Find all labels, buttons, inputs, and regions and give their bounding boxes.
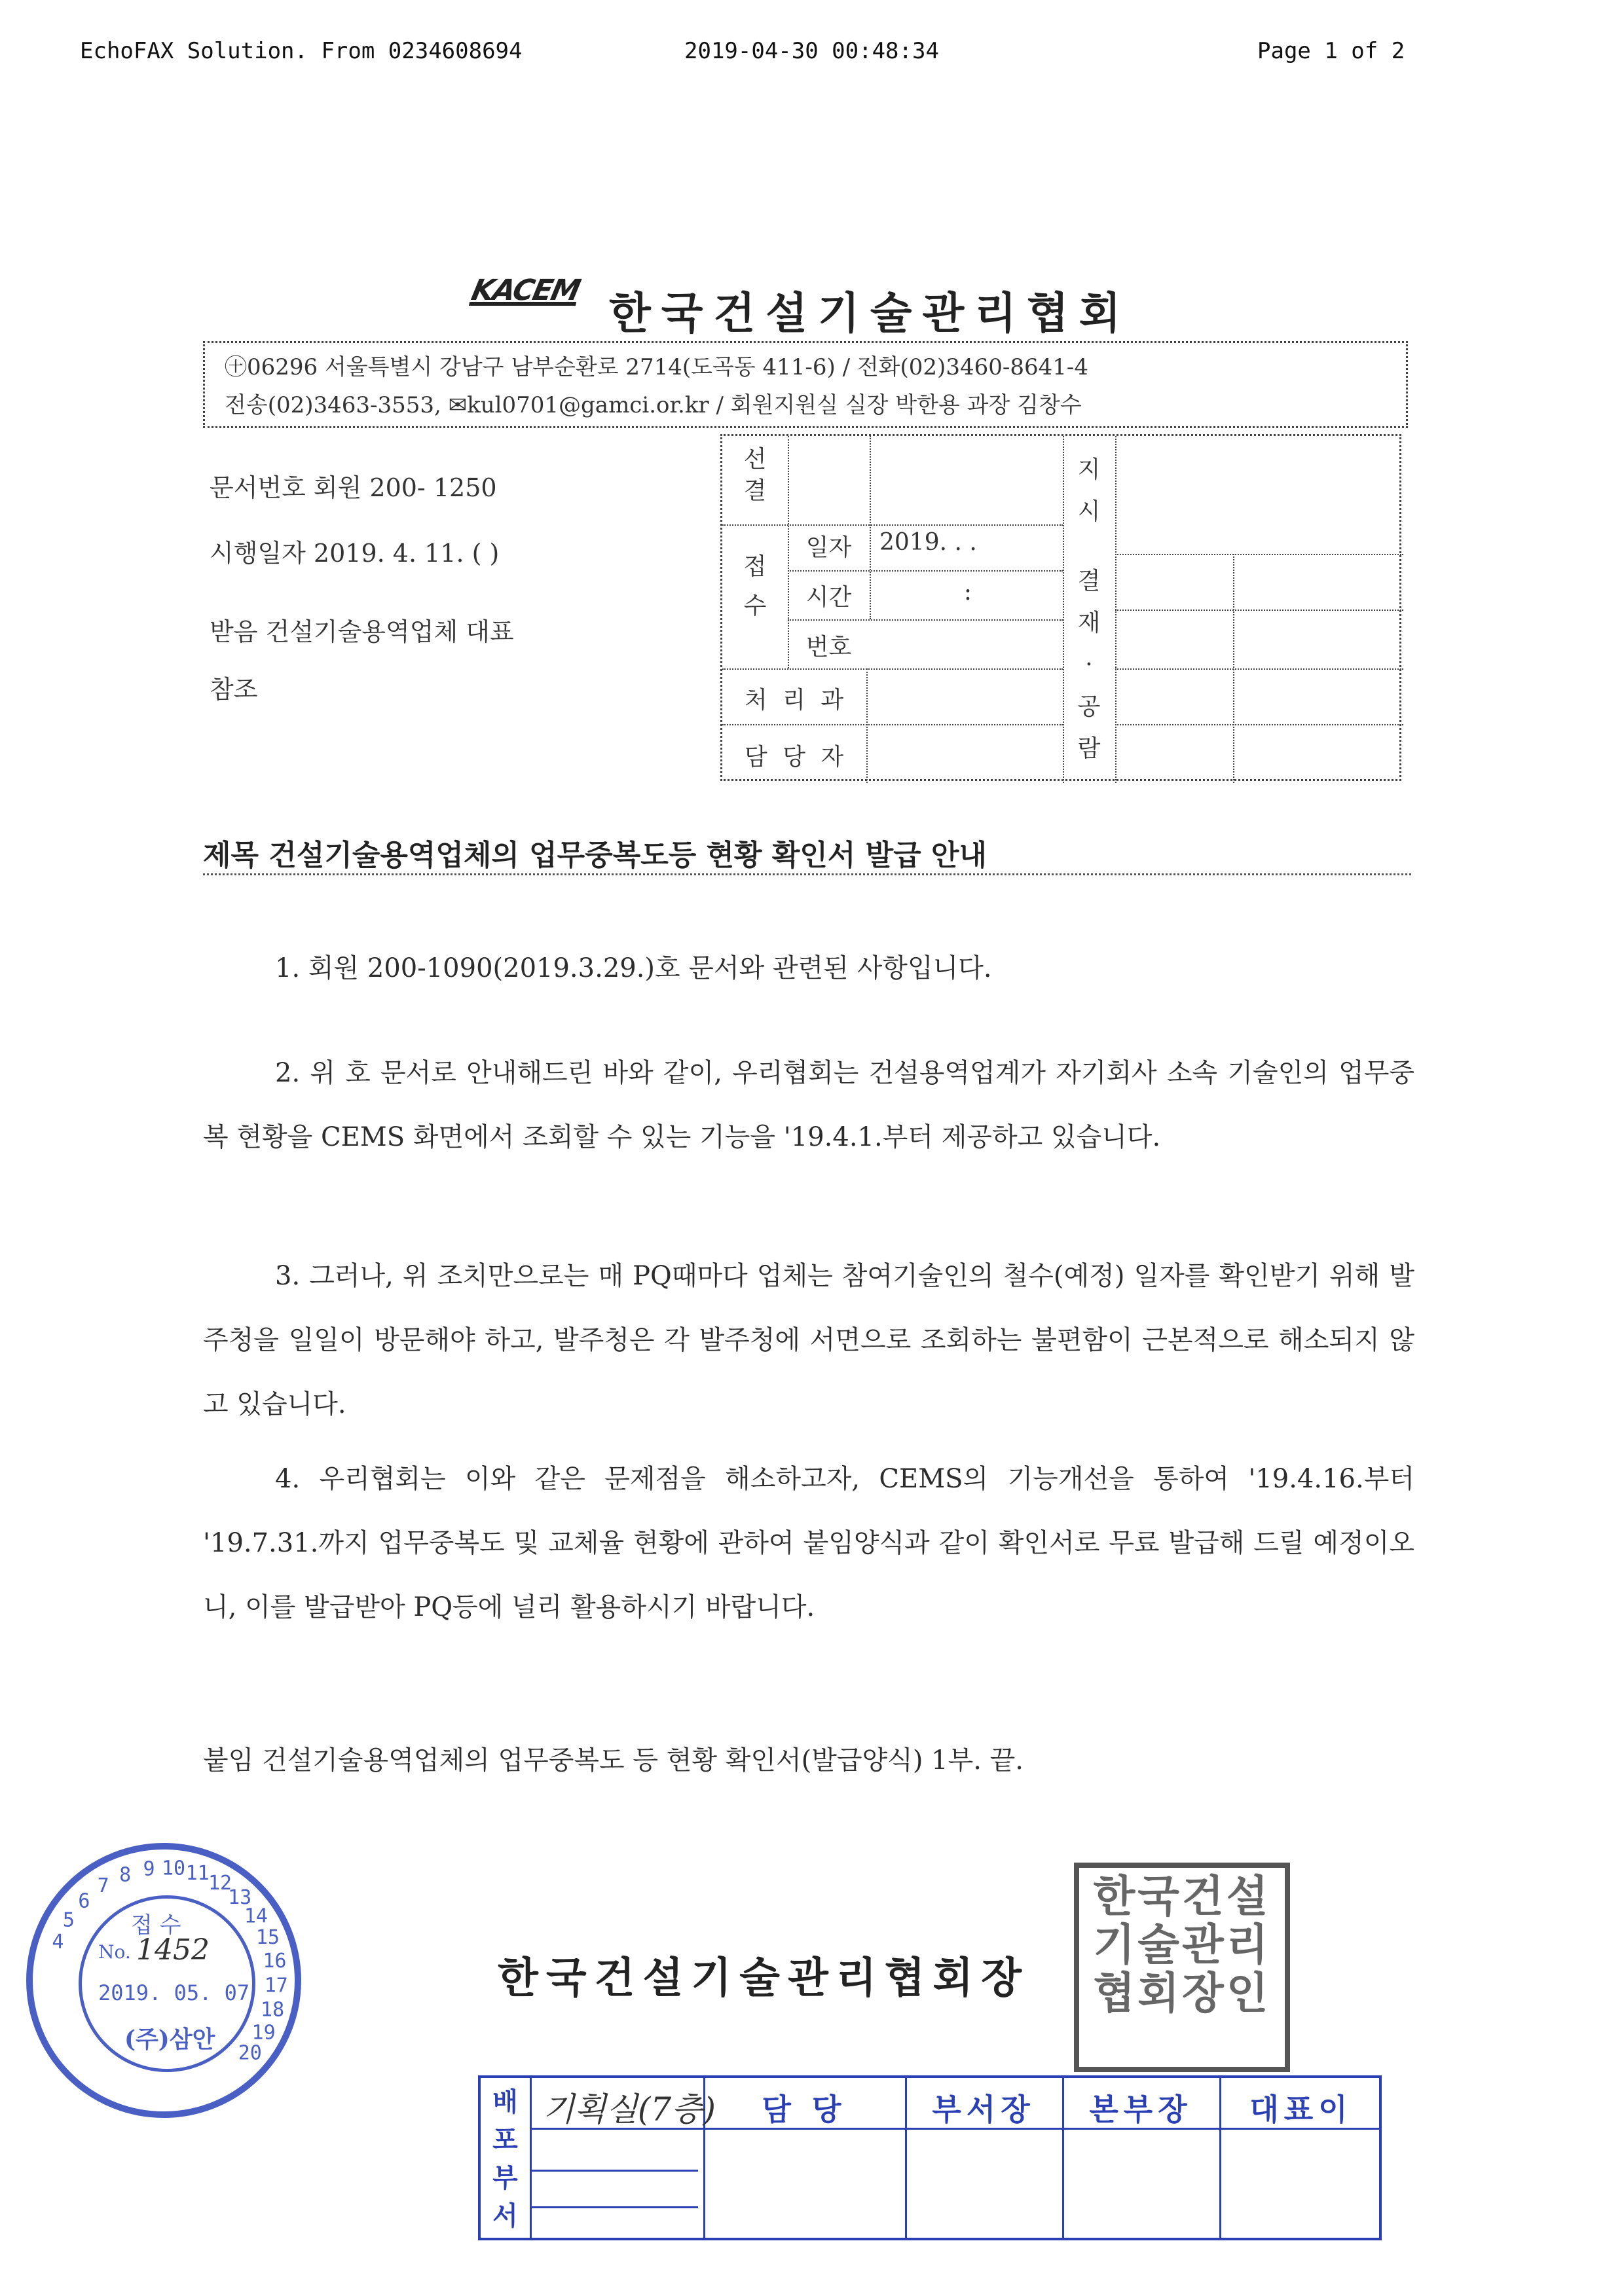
stamp-ring-number: 16 [263, 1950, 287, 1973]
stamp-ring-number: 11 [185, 1862, 210, 1885]
stamp-ring-number: 9 [143, 1857, 155, 1881]
distribution-handwritten: 기획실(7층) [543, 2090, 716, 2128]
stamp-ring-number: 12 [208, 1872, 232, 1895]
paragraph-3: 3. 그러나, 위 조치만으로는 매 PQ때마다 업체는 참여기술인의 철수(예정) 일자를 확인받기 위해 발주청을 일일이 방문해야 하고, 발주청은 각 발주청에 서면으로 조회하는 불편함이 근본적으로 해소되지 않고 있습니다. [203, 1261, 1414, 1419]
reference: 참조 [210, 675, 258, 704]
kacem-logo: KACEM [468, 274, 583, 307]
address-line-2: 전송(02)3463-3553, ✉kul0701@gamci.or.kr / 회원지원실 실장 박한용 과장 김창수 [225, 392, 1082, 418]
approval-grid [720, 434, 1401, 781]
address-line-1: ㊉06296 서울특별시 강남구 남부순환로 2714(도곡동 411-6) / 전화(02)3460-8641-4 [225, 354, 1088, 380]
address-box [203, 341, 1408, 428]
stamp-ring-number: 19 [251, 2021, 276, 2045]
paragraph-2: 2. 위 호 문서로 안내해드린 바와 같이, 우리협회는 건설용역업계가 자기회사 소속 기술인의 업무중복 현황을 CEMS 화면에서 조회할 수 있는 기능을 '19.4.1.부터 제공하고 있습니다. [203, 1058, 1414, 1152]
col-ceo: 대표이 [1249, 2092, 1353, 2127]
fax-sender: EchoFAX Solution. From 0234608694 [80, 38, 523, 64]
stamp-ring-number: 18 [261, 1998, 285, 2022]
subject-divider [203, 873, 1411, 875]
stamp-date: 2019. 05. 07 [98, 1980, 250, 2005]
stamp-number: 1452 [136, 1933, 210, 1967]
distribution-table [478, 2075, 1382, 2240]
col-staff: 담 당 [762, 2092, 847, 2127]
grid-date-value: 2019. . . [879, 529, 977, 556]
stamp-ring-number: 6 [78, 1889, 90, 1913]
stamp-number-prefix: No. [98, 1941, 131, 1963]
stamp-ring-number: 10 [161, 1857, 186, 1880]
recipient: 받음 건설기술용역업체 대표 [210, 617, 514, 646]
doc-number: 문서번호 회원 200- 1250 [210, 473, 497, 502]
grid-label-number: 번호 [805, 634, 852, 661]
subject: 제목 건설기술용역업체의 업무중복도등 현황 확인서 발급 안내 [203, 839, 987, 872]
grid-label-date: 일자 [805, 534, 852, 561]
fax-page: Page 1 of 2 [1257, 38, 1405, 64]
stamp-ring-number: 4 [52, 1931, 64, 1954]
stamp-company: (주)삼안 [124, 2026, 215, 2053]
grid-label-dept: 처 리 과 [744, 687, 848, 714]
issue-date: 시행일자 2019. 4. 11. ( ) [210, 539, 500, 568]
receipt-stamp [26, 1843, 301, 2118]
grid-label-instruction: 지 시 [1077, 456, 1101, 525]
stamp-ring-number: 8 [119, 1863, 132, 1887]
grid-label-staff: 담 당 자 [744, 744, 848, 771]
grid-label-seon: 선 결 [743, 446, 767, 504]
stamp-ring-number: 14 [244, 1904, 268, 1928]
grid-label-time: 시간 [805, 584, 852, 611]
stamp-ring-number: 20 [238, 2041, 262, 2065]
paragraph-4: 4. 우리협회는 이와 같은 문제점을 해소하고자, CEMS의 기능개선을 통하여 '19.4.16.부터 '19.7.31.까지 업무중복도 및 교체율 현황에 관하여 붙임양식과 같이 확인서로 무료 발급해 드릴 예정이오니, 이를 발급받아 PQ등에 널리 활용하시기 바랍니다. [203, 1464, 1414, 1622]
stamp-ring-number: 15 [255, 1926, 280, 1950]
stamp-ring-number: 17 [264, 1974, 288, 1997]
stamp-ring-number: 13 [228, 1886, 252, 1910]
stamp-ring-number: 5 [62, 1908, 75, 1932]
col-manager: 부서장 [932, 2092, 1035, 2127]
grid-label-approval: 결 재 · 공 람 [1077, 568, 1101, 762]
grid-time-value: : [963, 579, 972, 606]
grid-label-receipt: 접 수 [743, 553, 767, 619]
paragraph-1: 1. 회원 200-1090(2019.3.29.)호 문서와 관련된 사항입니다. [275, 953, 992, 983]
col-director: 본부장 [1089, 2092, 1192, 2127]
stamp-label: 접 수 [131, 1912, 181, 1939]
distribution-side-label: 배 포 부 서 [492, 2086, 518, 2231]
fax-datetime: 2019-04-30 00:48:34 [684, 38, 939, 64]
seal-text: 한국건설 기술관리 협회장인 [1093, 1870, 1271, 2018]
attachment-note: 붙임 건설기술용역업체의 업무중복도 등 현황 확인서(발급양식) 1부. 끝. [203, 1745, 1024, 1776]
signature-title: 한국건설기술관리협회장 [498, 1954, 1030, 2003]
org-title: 한국건설기술관리협회 [609, 287, 1132, 338]
stamp-ring-number: 7 [97, 1874, 109, 1897]
official-seal [1074, 1863, 1290, 2072]
